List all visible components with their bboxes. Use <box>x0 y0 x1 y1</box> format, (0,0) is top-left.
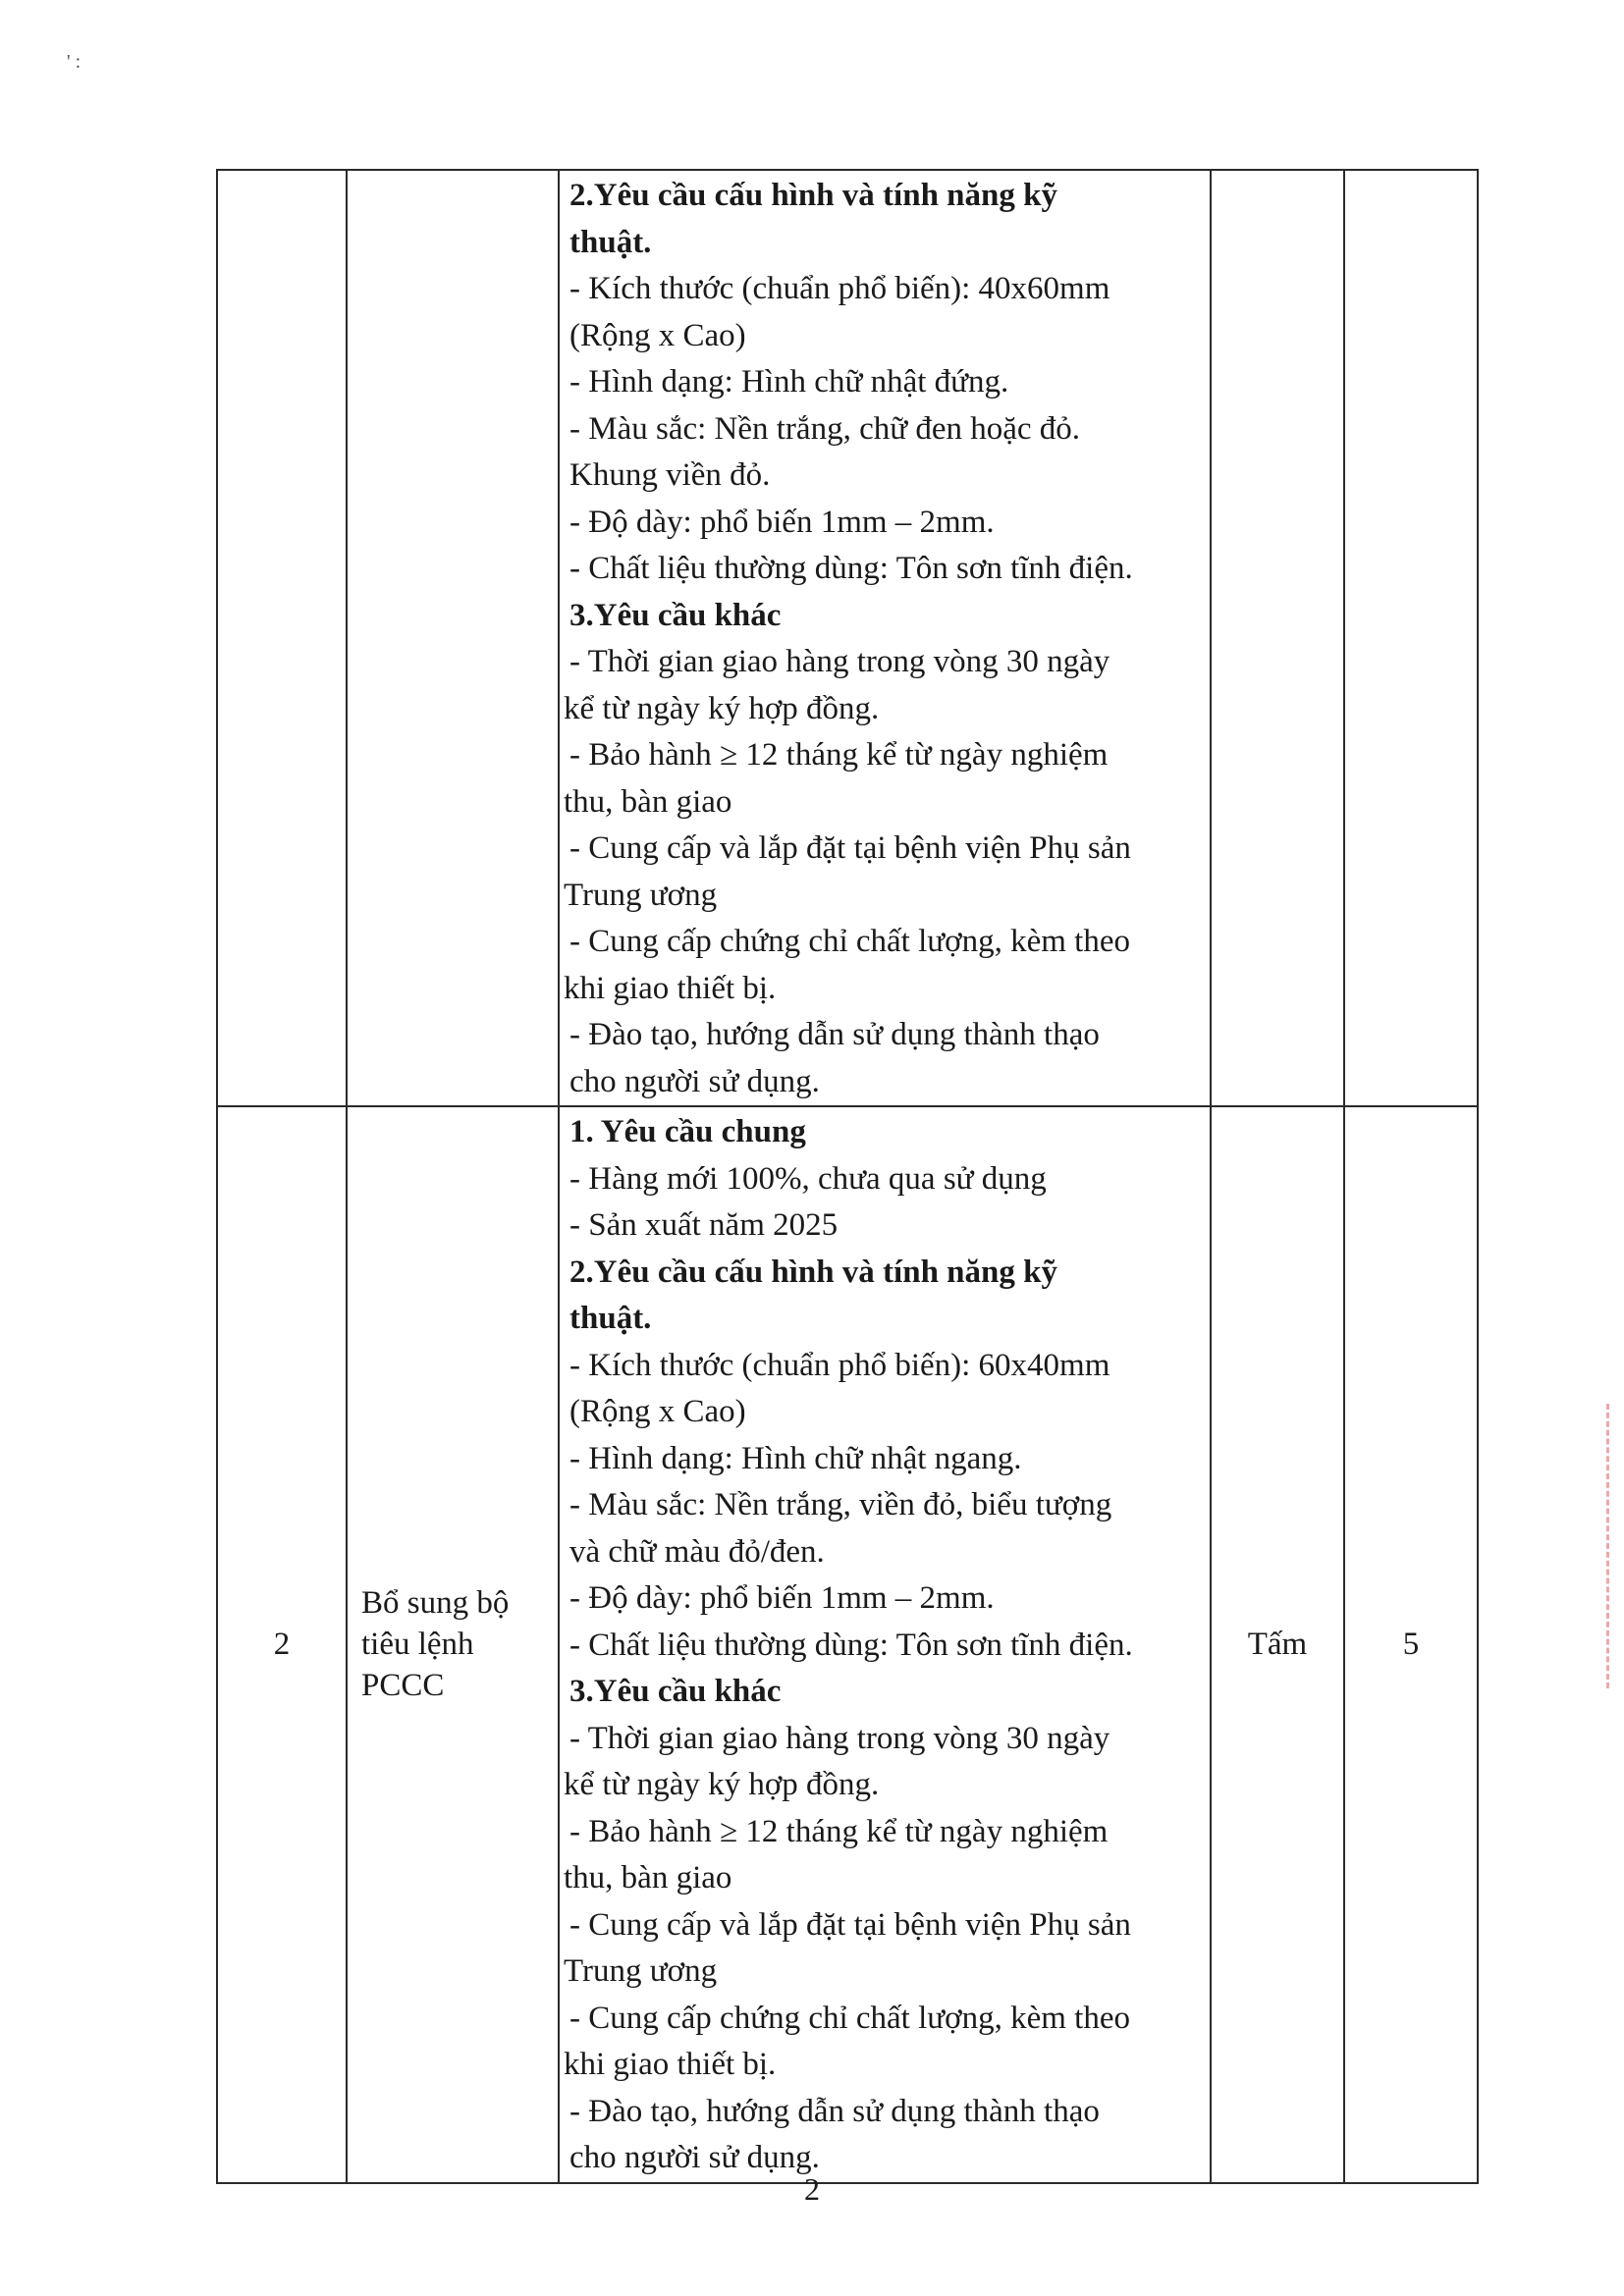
requirement-line: - Sản xuất năm 2025 <box>569 1207 839 1243</box>
section-heading: 1. Yêu cầu chung <box>569 1114 806 1149</box>
requirements-text <box>560 171 1210 1105</box>
requirement-line: - Màu sắc: Nền trắng, chữ đen hoặc đỏ. <box>569 410 1081 447</box>
requirement-line: thu, bàn giao <box>564 783 732 820</box>
requirement-line: cho người sử dụng. <box>569 2140 820 2175</box>
requirement-line: - Độ dày: phổ biến 1mm – 2mm. <box>569 504 995 540</box>
requirement-line: Trung ương <box>564 1953 718 1989</box>
item-name-cell: Bổ sung bộ tiêu lệnh PCCC <box>347 1106 559 2183</box>
requirement-line: - Cung cấp chứng chỉ chất lượng, kèm theo <box>569 924 1130 959</box>
requirements-cell <box>559 170 1211 1106</box>
quantity-cell <box>1344 170 1478 1106</box>
requirement-line: - Kích thước (chuẩn phổ biến): 40x60mm <box>569 271 1110 306</box>
requirement-line: - Bảo hành ≥ 12 tháng kể từ ngày nghiệm <box>569 1813 1109 1849</box>
unit-cell: Tấm <box>1211 1106 1344 2183</box>
requirement-line: - Bảo hành ≥ 12 tháng kể từ ngày nghiệm <box>569 737 1109 773</box>
section-heading: 3.Yêu cầu khác <box>569 597 782 633</box>
requirement-line: kể từ ngày ký hợp đồng. <box>564 690 880 726</box>
scan-edge-marks <box>1606 1404 1619 1688</box>
requirement-line: Trung ương <box>564 877 718 913</box>
table-row <box>217 1106 1478 2183</box>
requirements-cell <box>559 1106 1211 2183</box>
requirement-line: - Chất liệu thường dùng: Tôn sơn tĩnh điện. <box>569 1627 1133 1663</box>
requirement-line: - Hình dạng: Hình chữ nhật đứng. <box>569 364 1009 400</box>
stt-cell <box>217 170 347 1106</box>
section-heading: 3.Yêu cầu khác <box>569 1674 782 1709</box>
unit-cell <box>1211 170 1344 1106</box>
requirement-line: khi giao thiết bị. <box>564 2047 777 2082</box>
requirement-line: khi giao thiết bị. <box>564 970 777 1006</box>
quantity-cell: 5 <box>1344 1106 1478 2183</box>
requirement-line: - Thời gian giao hàng trong vòng 30 ngày <box>569 1720 1110 1756</box>
page-number: 2 <box>804 2171 820 2207</box>
section-heading: thuật. <box>569 224 652 260</box>
requirement-line: - Cung cấp chứng chỉ chất lượng, kèm theo <box>569 2000 1130 2036</box>
requirements-text <box>560 1107 1210 2182</box>
requirement-line: - Thời gian giao hàng trong vòng 30 ngày <box>569 644 1110 679</box>
scan-corner-mark: ' : <box>67 51 81 73</box>
table-row <box>217 170 1478 1106</box>
requirement-line: Khung viền đỏ. <box>569 457 771 493</box>
requirement-line: - Chất liệu thường dùng: Tôn sơn tĩnh điện. <box>569 551 1133 586</box>
section-heading: thuật. <box>569 1301 652 1336</box>
requirement-line: - Hàng mới 100%, chưa qua sử dụng <box>569 1160 1047 1197</box>
requirement-line: - Kích thước (chuẩn phổ biến): 60x40mm <box>569 1347 1110 1383</box>
requirement-line: (Rộng x Cao) <box>569 317 746 353</box>
stt-cell: 2 <box>217 1106 347 2183</box>
requirement-line: - Đào tạo, hướng dẫn sử dụng thành thạo <box>569 2093 1100 2129</box>
requirement-line: - Đào tạo, hướng dẫn sử dụng thành thạo <box>569 1017 1100 1052</box>
requirement-line: - Cung cấp và lắp đặt tại bệnh viện Phụ sản <box>569 830 1131 866</box>
requirement-line: thu, bàn giao <box>564 1860 732 1896</box>
specification-table <box>216 169 1479 2184</box>
requirement-line: - Độ dày: phổ biến 1mm – 2mm. <box>569 1580 995 1616</box>
requirement-line: - Màu sắc: Nền trắng, viền đỏ, biểu tượng <box>569 1487 1112 1522</box>
requirement-line: và chữ màu đỏ/đen. <box>569 1533 825 1570</box>
requirement-line: cho người sử dụng. <box>569 1063 820 1099</box>
requirement-line: - Hình dạng: Hình chữ nhật ngang. <box>569 1440 1022 1476</box>
section-heading: 2.Yêu cầu cấu hình và tính năng kỹ <box>569 178 1057 213</box>
requirement-line: - Cung cấp và lắp đặt tại bệnh viện Phụ sản <box>569 1906 1131 1943</box>
requirement-line: (Rộng x Cao) <box>569 1394 746 1429</box>
requirement-line: kể từ ngày ký hợp đồng. <box>564 1767 880 1802</box>
section-heading: 2.Yêu cầu cấu hình và tính năng kỹ <box>569 1254 1057 1290</box>
item-name-cell <box>347 170 559 1106</box>
